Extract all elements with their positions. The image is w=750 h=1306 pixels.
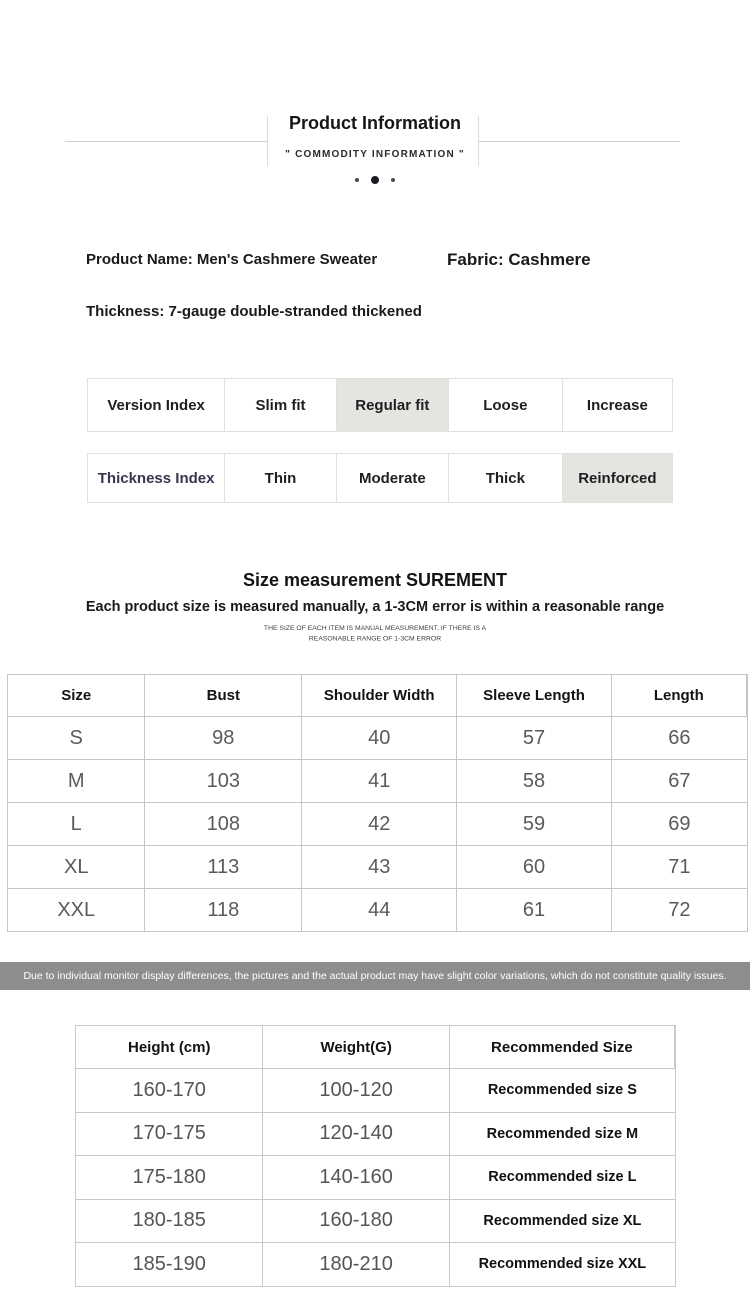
size-table-header-row xyxy=(8,675,747,717)
sleeve-cell: 58 xyxy=(457,760,611,802)
size-section-title: Size measurement SUREMENT xyxy=(242,570,508,590)
recommended-size-cell: Recommended size S xyxy=(487,1082,637,1099)
fit-table-row xyxy=(76,1069,675,1113)
recommended-size-cell: Recommended size XXL xyxy=(478,1256,647,1273)
sleeve-cell: 59 xyxy=(457,803,611,845)
pagination-dots xyxy=(0,175,750,185)
weight-range-cell: 100-120 xyxy=(263,1069,449,1112)
fit-table-header-cell: Weight(G) xyxy=(263,1026,449,1068)
size-cell: XL xyxy=(8,846,145,888)
product-thickness-label: Thickness: 7-gauge double-stranded thickened xyxy=(86,303,422,320)
size-note-line1: THE SIZE OF EACH ITEM IS MANUAL MEASUREMENT, IF THERE IS A xyxy=(263,624,487,632)
version-option-slim-fit: Slim fit xyxy=(225,379,337,431)
fit-table-row xyxy=(76,1200,675,1244)
sleeve-cell: 57 xyxy=(457,717,611,759)
size-table-row xyxy=(8,846,747,889)
version-index-table xyxy=(87,378,673,432)
size-table-row xyxy=(8,760,747,803)
height-range-cell: 170-175 xyxy=(76,1113,263,1156)
shoulder-cell: 42 xyxy=(302,803,457,845)
page-title: Product Information xyxy=(289,113,461,133)
version-option-increase: Increase xyxy=(586,396,648,414)
fit-table-row xyxy=(76,1243,675,1286)
thickness-index-table xyxy=(87,453,673,503)
product-fabric-label: Fabric: Cashmere xyxy=(447,250,591,269)
dot-icon xyxy=(355,178,359,182)
weight-range-cell: 180-210 xyxy=(263,1243,449,1286)
thickness-option-moderate: Moderate xyxy=(337,454,449,502)
size-cell: L xyxy=(8,803,145,845)
recommended-size-cell: Recommended size L xyxy=(488,1169,637,1186)
size-table-row xyxy=(8,889,747,931)
bust-cell: 118 xyxy=(145,889,302,931)
length-cell: 67 xyxy=(668,769,691,792)
bust-cell: 113 xyxy=(145,846,302,888)
header-divider-right xyxy=(478,141,680,142)
size-section-note xyxy=(120,623,630,645)
weight-range-cell: 160-180 xyxy=(263,1200,449,1243)
bust-cell: 103 xyxy=(145,760,302,802)
size-cell: S xyxy=(8,717,145,759)
shoulder-cell: 41 xyxy=(302,760,457,802)
size-table-row xyxy=(8,803,747,846)
size-table-header-cell: Shoulder Width xyxy=(302,675,457,716)
dot-icon xyxy=(391,178,395,182)
size-table-header-cell: Sleeve Length xyxy=(457,675,611,716)
weight-range-cell: 140-160 xyxy=(263,1156,449,1199)
size-cell: XXL xyxy=(8,889,145,931)
page-subtitle: " COMMODITY INFORMATION " xyxy=(285,149,465,160)
shoulder-cell: 40 xyxy=(302,717,457,759)
size-table-header-cell: Bust xyxy=(145,675,302,716)
fit-table-header-row xyxy=(76,1026,675,1069)
version-option-regular-fit-selected: Regular fit xyxy=(337,379,449,431)
version-option-loose: Loose xyxy=(449,379,563,431)
recommended-size-cell: Recommended size M xyxy=(486,1125,639,1142)
size-cell: M xyxy=(8,760,145,802)
fit-table-row xyxy=(76,1113,675,1157)
length-cell: 72 xyxy=(668,898,691,921)
size-section-subtitle: Each product size is measured manually, a 1-3CM error is within a reasonable range xyxy=(85,599,665,615)
thickness-option-thin: Thin xyxy=(225,454,337,502)
height-range-cell: 160-170 xyxy=(76,1069,263,1112)
length-cell: 69 xyxy=(668,812,691,835)
size-table-row xyxy=(8,717,747,760)
length-cell: 66 xyxy=(668,726,691,749)
fit-recommendation-table xyxy=(75,1025,676,1287)
thickness-index-label: Thickness Index xyxy=(88,454,225,502)
dot-icon-active xyxy=(371,176,379,184)
height-range-cell: 175-180 xyxy=(76,1156,263,1199)
version-index-label: Version Index xyxy=(88,379,225,431)
sleeve-cell: 60 xyxy=(457,846,611,888)
weight-range-cell: 120-140 xyxy=(263,1113,449,1156)
bust-cell: 98 xyxy=(145,717,302,759)
thickness-option-reinforced-selected: Reinforced xyxy=(563,454,672,502)
thickness-option-thick: Thick xyxy=(449,454,563,502)
color-disclaimer-banner: Due to individual monitor display differences, the pictures and the actual product may have slight color variations, which do not constitute quality issues. xyxy=(0,962,750,990)
length-cell: 71 xyxy=(668,855,691,878)
bust-cell: 108 xyxy=(145,803,302,845)
size-table-header-cell: Size xyxy=(8,675,145,716)
shoulder-cell: 43 xyxy=(302,846,457,888)
header-divider-left xyxy=(65,141,267,142)
height-range-cell: 180-185 xyxy=(76,1200,263,1243)
product-name-label: Product Name: Men's Cashmere Sweater xyxy=(86,251,378,268)
fit-table-header-cell: Height (cm) xyxy=(76,1026,263,1068)
fit-table-header-cell: Recommended Size xyxy=(450,1026,675,1068)
height-range-cell: 185-190 xyxy=(76,1243,263,1286)
fit-table-row xyxy=(76,1156,675,1200)
size-table-header-cell: Length xyxy=(612,675,747,716)
size-measurement-table xyxy=(7,674,748,932)
sleeve-cell: 61 xyxy=(457,889,611,931)
shoulder-cell: 44 xyxy=(302,889,457,931)
size-note-line2: REASONABLE RANGE OF 1-3CM ERROR xyxy=(308,635,442,643)
recommended-size-cell: Recommended size XL xyxy=(483,1212,642,1229)
